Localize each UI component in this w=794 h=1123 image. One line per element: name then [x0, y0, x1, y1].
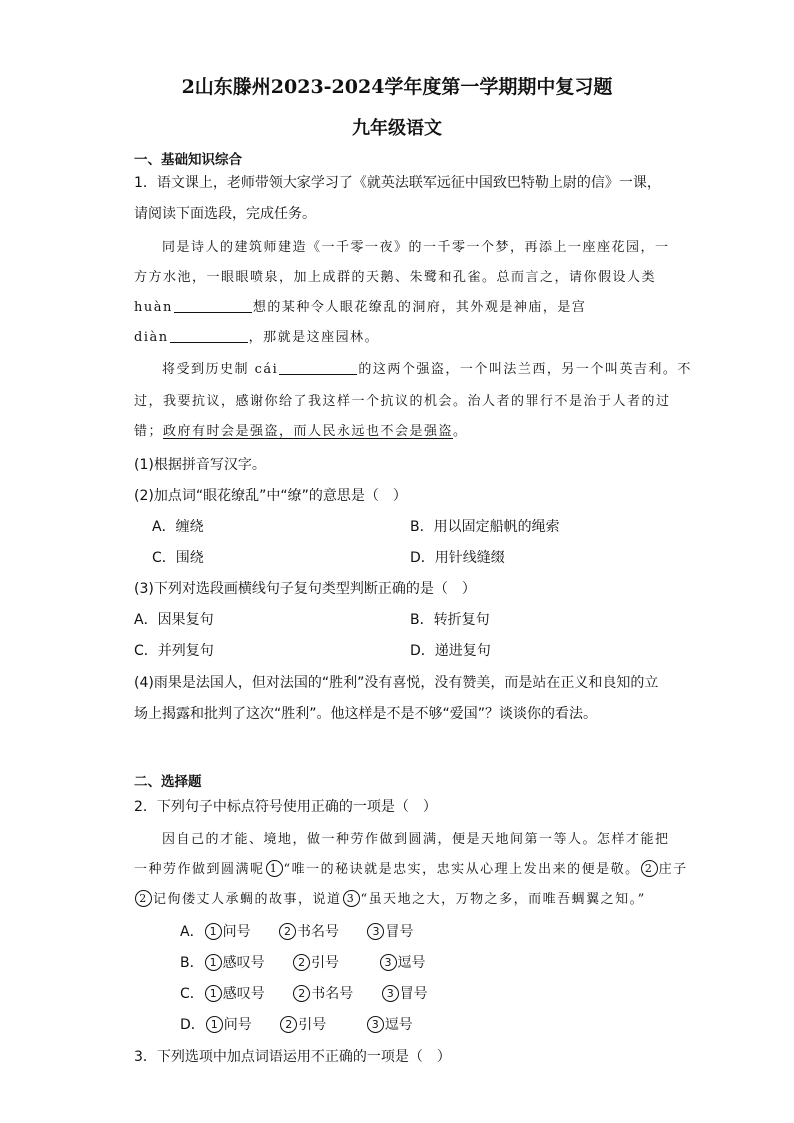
question-stem: 请阅读下面选段，完成任务。: [134, 206, 316, 222]
answer-blank[interactable]: [279, 360, 357, 375]
passage-text: 记佝偻丈人承蜩的故事，说道: [153, 892, 342, 907]
option-text: 感叹号: [222, 955, 265, 971]
passage-text: 将受到历史制: [162, 362, 255, 377]
option-a[interactable]: A．因果复句: [134, 612, 214, 628]
circled-number-2: 2: [279, 923, 296, 940]
option-letter: A．: [180, 924, 204, 940]
passage-line: [134, 420, 468, 439]
circled-number-1: 1: [206, 1016, 223, 1033]
option-b[interactable]: B．转折复句: [410, 612, 490, 628]
passage-text: 一种劳作做到圆满呢: [134, 862, 265, 877]
answer-blank[interactable]: [170, 328, 248, 343]
option-text: 感叹号: [222, 986, 265, 1002]
passage-text: “虽天地之大，万物之多，而唯吾蜩翼之知。”: [360, 892, 646, 907]
passage-line: 同是诗人的建筑师建造《一千零一夜》的一千零一个梦，再添上一座座花园，一: [162, 240, 670, 255]
option-a[interactable]: A．缠绕: [152, 519, 204, 535]
passage-line: 因自己的才能、境地，做一种劳作做到圆满，便是天地间第一等人。怎样才能把: [162, 832, 670, 847]
answer-blank[interactable]: [174, 298, 252, 313]
circled-number-2: 2: [293, 954, 310, 971]
circled-number-2: 2: [280, 1016, 297, 1033]
option-text: 引号: [311, 955, 340, 971]
sub-question: (3)下列对选段画横线句子复句类型判断正确的是（ ）: [134, 581, 476, 597]
circled-number-1: 1: [205, 985, 222, 1002]
option-d[interactable]: [180, 1014, 413, 1034]
section-heading: 二、选择题: [134, 774, 202, 790]
section-heading: 一、基础知识综合: [134, 152, 242, 168]
circled-number-2: 2: [641, 860, 658, 877]
circled-number-3: 3: [343, 890, 360, 907]
underlined-sentence: 政府有时会是强盗，而人民永远也不会是强盗: [163, 424, 454, 439]
option-text: 书名号: [297, 924, 340, 940]
circled-number-3: 3: [367, 1016, 384, 1033]
passage-line: 过，我要抗议，感谢你给了我这样一个抗议的机会。治人者的罪行不是治于人者的过: [134, 394, 671, 409]
document-subtitle: 九年级语文: [352, 118, 442, 139]
passage-text: 。: [453, 424, 468, 439]
option-text: 逗号: [397, 955, 426, 971]
option-text: 冒号: [399, 986, 428, 1002]
option-text: 书名号: [311, 986, 354, 1002]
sub-question: (4)雨果是法国人，但对法国的“胜利”没有喜悦，没有赞美，而是站在正义和良知的立: [134, 675, 659, 691]
document-title: 2山东滕州2023-2024学年度第一学期期中复习题: [181, 76, 613, 98]
option-text: 冒号: [385, 924, 414, 940]
passage-text: 错；: [134, 424, 164, 439]
question-stem: 3．下列选项中加点词语运用不正确的一项是（ ）: [134, 1049, 451, 1065]
option-text: 问号: [223, 1017, 252, 1033]
option-letter: C．: [180, 986, 204, 1002]
circled-number-2: 2: [293, 985, 310, 1002]
sub-question: (2)加点词“眼花缭乱”中“缭”的意思是（ ）: [134, 488, 407, 504]
option-a[interactable]: [180, 921, 413, 941]
sub-question: (1)根据拼音写汉字。: [134, 457, 266, 473]
passage-text: 的这两个强盗，一个叫法兰西，另一个叫英吉利。不: [358, 362, 692, 377]
passage-line: 方方水池，一眼眼喷泉，加上成群的天鹅、朱鹭和孔雀。总而言之，请你假设人类: [134, 270, 657, 285]
option-text: 问号: [222, 924, 251, 940]
pinyin-text: cái: [254, 362, 279, 377]
option-d[interactable]: D．递进复句: [410, 643, 491, 659]
passage-text: 庄子: [658, 862, 688, 877]
passage-line: [162, 358, 692, 377]
option-b[interactable]: [180, 952, 426, 972]
circled-number-2: 2: [135, 890, 152, 907]
passage-line: [134, 296, 586, 315]
passage-text: ，那就是这座园林。: [248, 330, 380, 345]
option-text: 逗号: [384, 1017, 413, 1033]
question-stem: 2．下列句子中标点符号使用正确的一项是（ ）: [134, 799, 437, 815]
circled-number-3: 3: [380, 954, 397, 971]
option-letter: B．: [180, 955, 204, 971]
question-stem: 1．语文课上，老师带领大家学习了《就英法联军远征中国致巴特勒上尉的信》一课，: [134, 175, 661, 191]
pinyin-text: huàn: [134, 300, 173, 315]
pinyin-text: diàn: [134, 330, 169, 345]
circled-number-1: 1: [205, 923, 222, 940]
sub-question: 场上揭露和批判了这次“胜利”。他这样是不是不够“爱国”？谈谈你的看法。: [134, 706, 598, 722]
option-c[interactable]: C．并列复句: [134, 643, 214, 659]
passage-text: 想的某种令人眼花缭乱的洞府，其外观是神庙，是宫: [252, 300, 587, 315]
option-d[interactable]: D．用针线缝缀: [410, 550, 505, 566]
circled-number-1: 1: [266, 860, 283, 877]
option-letter: D．: [180, 1017, 205, 1033]
passage-line: [134, 858, 688, 877]
passage-line: [134, 326, 379, 345]
option-text: 引号: [298, 1017, 327, 1033]
circled-number-3: 3: [382, 985, 399, 1002]
circled-number-1: 1: [205, 954, 222, 971]
option-c[interactable]: C．围绕: [152, 550, 204, 566]
passage-line: [134, 888, 646, 907]
circled-number-3: 3: [367, 923, 384, 940]
option-b[interactable]: B．用以固定船帆的绳索: [410, 519, 560, 535]
option-c[interactable]: [180, 983, 428, 1003]
passage-text: “唯一的秘诀就是忠实，忠实从心理上发出来的便是敬。: [283, 862, 640, 877]
